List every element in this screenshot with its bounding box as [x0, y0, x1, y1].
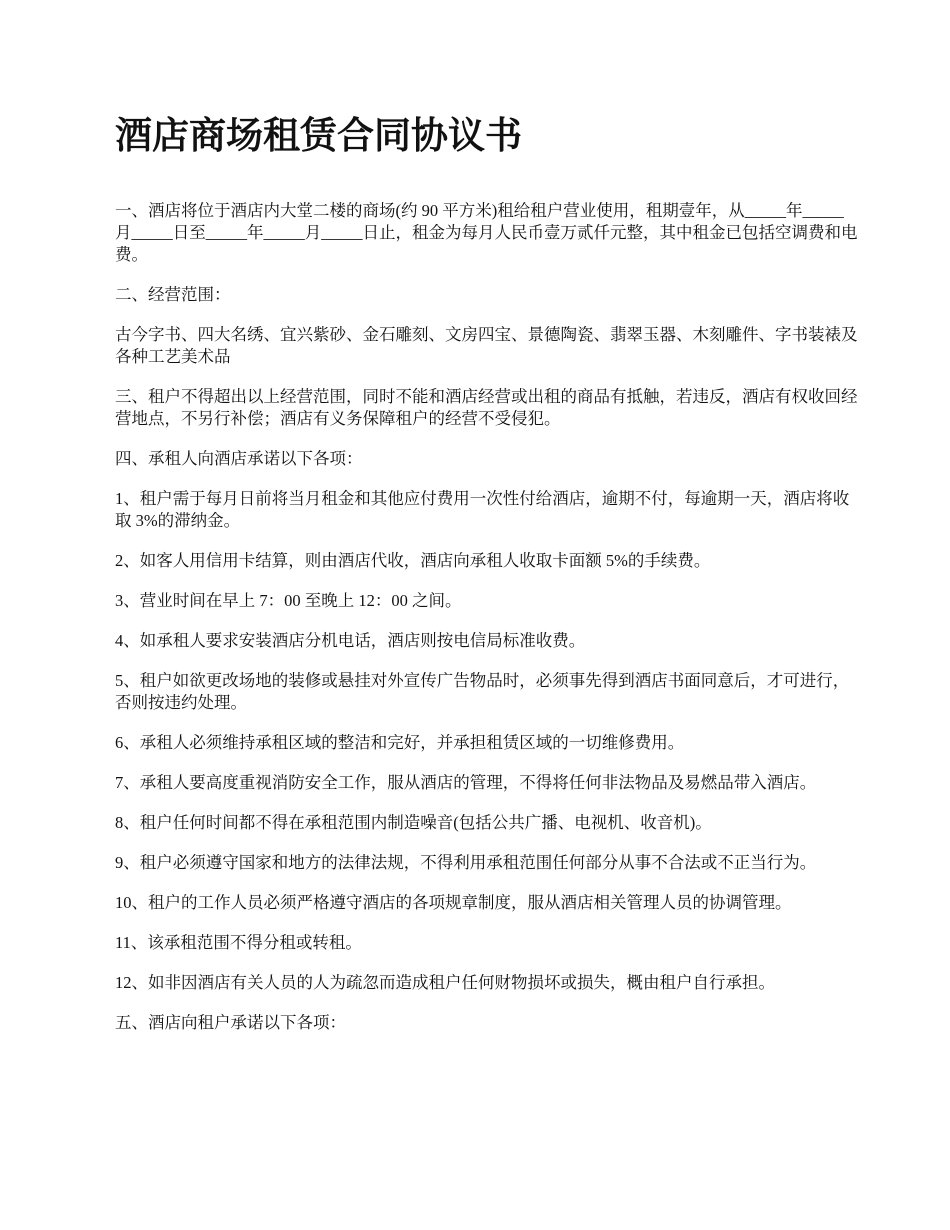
clause-2-heading: 二、经营范围： [115, 285, 231, 304]
item-6-maintenance: 6、承租人必须维持承租区域的整洁和完好，并承担租赁区域的一切维修费用。 [115, 733, 685, 752]
item-9-legal-compliance: 9、租户必须遵守国家和地方的法律法规，不得利用承租范围任何部分从事不合法或不正当行为。 [115, 853, 817, 872]
item-2-credit-card: 2、如客人用信用卡结算，则由酒店代收，酒店向承租人收取卡面额 5%的手续费。 [115, 551, 711, 570]
clause-3-scope-restriction: 三、租户不得超出以上经营范围，同时不能和酒店经营或出租的商品有抵触，若违反，酒店有权收回经营地点，不另行补偿；酒店有义务保障租户的经营不受侵犯。 [115, 387, 858, 428]
document-page [115, 112, 860, 1052]
item-8-noise: 8、租户任何时间都不得在承租范围内制造噪音(包括公共广播、电视机、收音机)。 [115, 813, 712, 832]
item-3-business-hours: 3、营业时间在早上 7：00 至晚上 12：00 之间。 [115, 591, 462, 610]
item-7-fire-safety: 7、承租人要高度重视消防安全工作，服从酒店的管理，不得将任何非法物品及易燃品带入酒店。 [115, 773, 817, 792]
document-title: 酒店商场租赁合同协议书 [115, 116, 522, 157]
item-12-property-loss: 12、如非因酒店有关人员的人为疏忽而造成租户任何财物损坏或损失，概由租户自行承担。 [115, 973, 775, 992]
clause-1-lease-term: 一、酒店将位于酒店内大堂二楼的商场(约 90 平方米)租给租户营业使用，租期壹年，从_____年_____月_____日至_____年_____月_____日止，租金为每月人民币壹万贰仟元整，其中租金已包括空调费和电费。 [115, 201, 858, 264]
clause-5-heading: 五、酒店向租户承诺以下各项： [115, 1013, 346, 1032]
item-11-no-sublease: 11、该承租范围不得分租或转租。 [115, 933, 362, 952]
item-5-decoration-change: 5、租户如欲更改场地的装修或悬挂对外宣传广告物品时，必须事先得到酒店书面同意后，才可进行，否则按违约处理。 [115, 671, 850, 712]
item-10-staff-rules: 10、租户的工作人员必须严格遵守酒店的各项规章制度，服从酒店相关管理人员的协调管理。 [115, 893, 792, 912]
item-4-phone-extension: 4、如承租人要求安装酒店分机电话，酒店则按电信局标准收费。 [115, 631, 586, 650]
clause-4-heading: 四、承租人向酒店承诺以下各项： [115, 449, 363, 468]
business-scope-list: 古今字书、四大名绣、宜兴紫砂、金石雕刻、文房四宝、景德陶瓷、翡翠玉器、木刻雕件、字书装裱及各种工艺美术品 [115, 325, 858, 366]
item-1-rent-payment: 1、租户需于每月日前将当月租金和其他应付费用一次性付给酒店，逾期不付，每逾期一天，酒店将收取 3%的滞纳金。 [115, 489, 850, 530]
